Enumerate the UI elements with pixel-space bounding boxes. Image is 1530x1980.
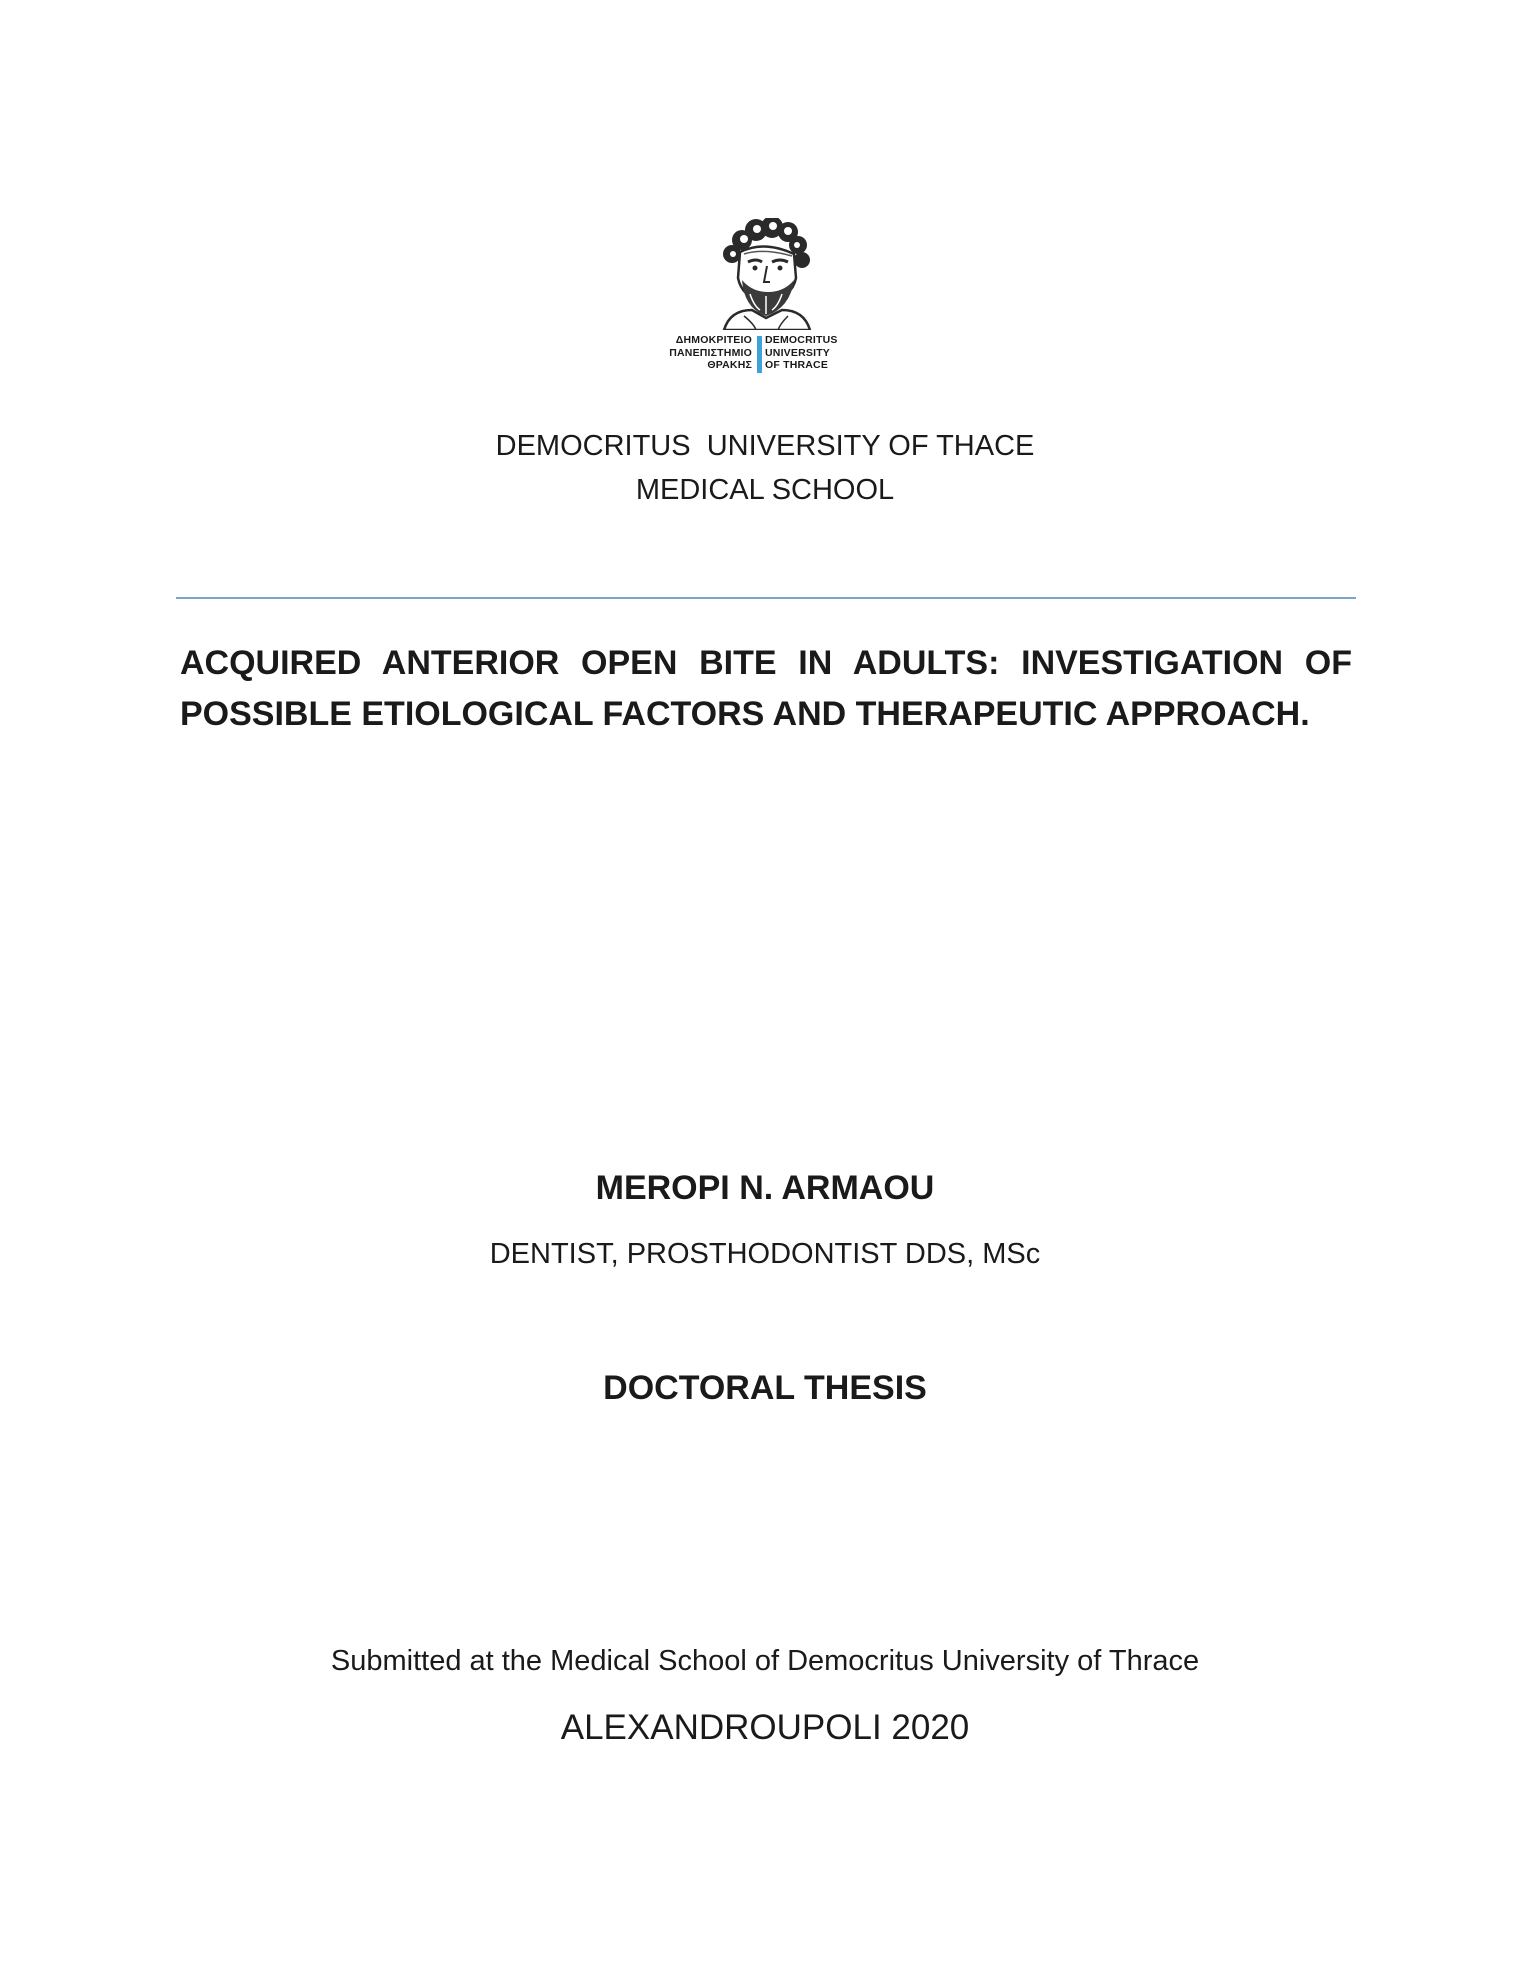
document-type: DOCTORAL THESIS	[603, 1369, 927, 1407]
author-name: MEROPI N. ARMAOU	[595, 1169, 935, 1207]
university-name: DEMOCRITUS UNIVERSITY OF THACE	[495, 430, 1035, 462]
university-logo	[640, 218, 890, 378]
author-degrees: DENTIST, PROSTHODONTIST DDS, MSc	[489, 1238, 1041, 1270]
logo-greek-text: ΔΗΜΟΚΡΙΤΕΙΟ ΠΑΝΕΠΙΣΤΗΜΙΟ ΘΡΑΚΗΣ	[669, 334, 752, 371]
horizontal-rule	[176, 597, 1356, 599]
place-and-year: ALEXANDROUPOLI 2020	[560, 1708, 970, 1747]
submission-statement: Submitted at the Medical School of Democritus University of Thrace	[330, 1645, 1200, 1677]
logo-divider-bar	[757, 336, 762, 373]
school-name: MEDICAL SCHOOL	[635, 474, 895, 506]
logo-english-text: DEMOCRITUS UNIVERSITY OF THRACE	[765, 334, 838, 371]
institution-block	[0, 424, 1530, 512]
thesis-title: ACQUIRED ANTERIOR OPEN BITE IN ADULTS: INVESTIGATION OF POSSIBLE ETIOLOGICAL FACTORS AND THERAPEUTIC APPROACH.	[180, 644, 1352, 733]
democritus-bust-icon	[704, 218, 826, 330]
